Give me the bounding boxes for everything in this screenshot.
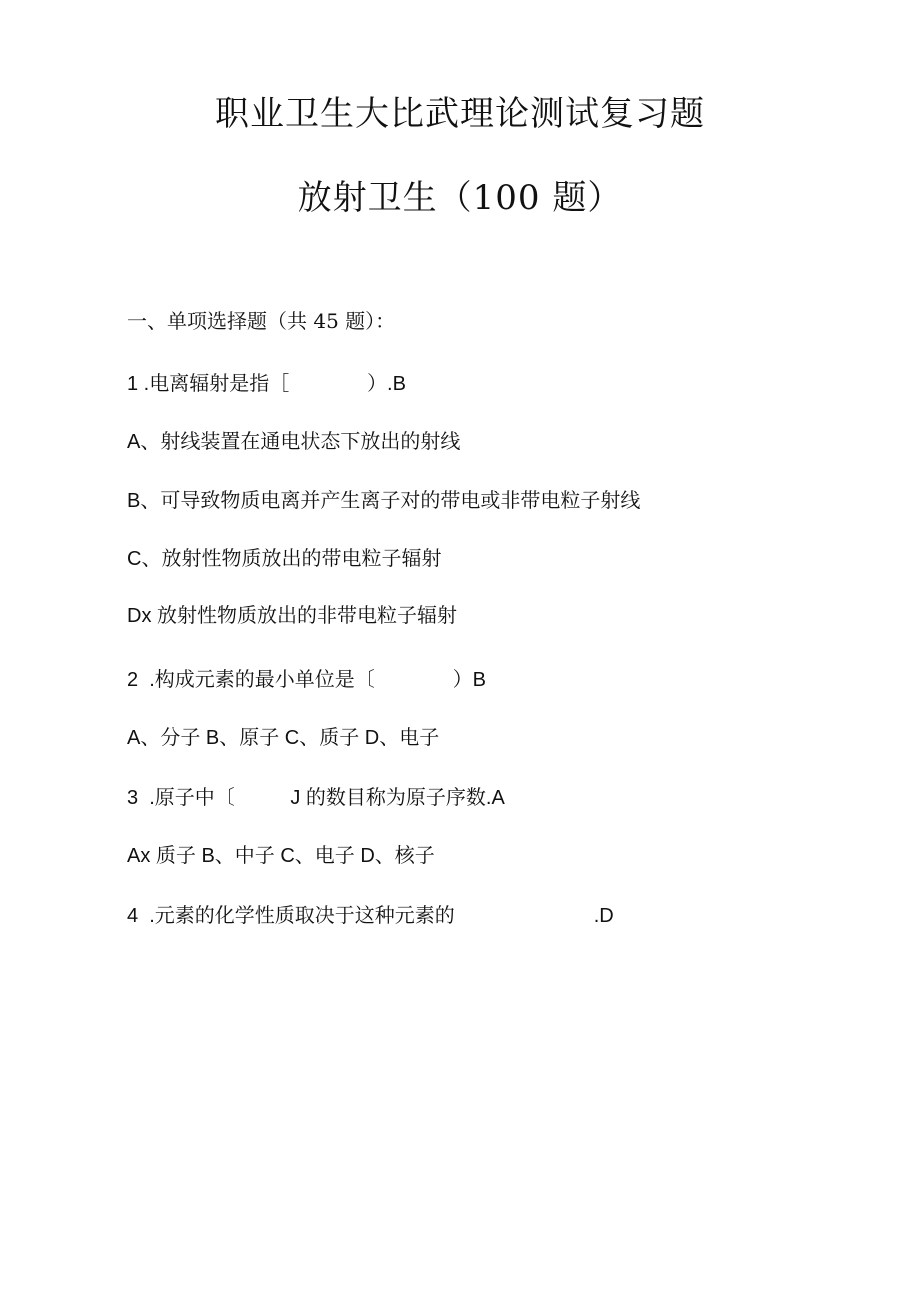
question-1-option-d: Dx 放射性物质放出的非带电粒子辐射: [127, 605, 457, 627]
document-title: 职业卫生大比武理论测试复习题: [215, 94, 705, 134]
section-heading: 一、单项选择题（共 45 题）：: [127, 309, 396, 333]
question-1-option-c: C、放射性物质放出的带电粒子辐射: [127, 548, 442, 570]
question-4-stem: 4 .元素的化学性质取决于这种元素的 .D: [127, 905, 614, 927]
question-3-stem: 3 .原子中〔 J 的数目称为原子序数.A: [127, 787, 505, 809]
question-1-stem: 1 .电离辐射是指［ ）.B: [127, 373, 406, 395]
question-1-option-b: B、可导致物质电离并产生离子对的带电或非带电粒子射线: [127, 490, 641, 512]
question-3-options: Ax 质子 B、中子 C、电子 D、核子: [127, 845, 435, 867]
question-2-options: A、分子 B、原子 C、质子 D、电子: [127, 727, 440, 749]
question-1-option-a: A、射线装置在通电状态下放出的射线: [127, 431, 461, 453]
question-2-stem: 2 .构成元素的最小单位是〔 ）B: [127, 669, 486, 691]
document-subtitle: 放射卫生（100 题）: [297, 178, 623, 218]
